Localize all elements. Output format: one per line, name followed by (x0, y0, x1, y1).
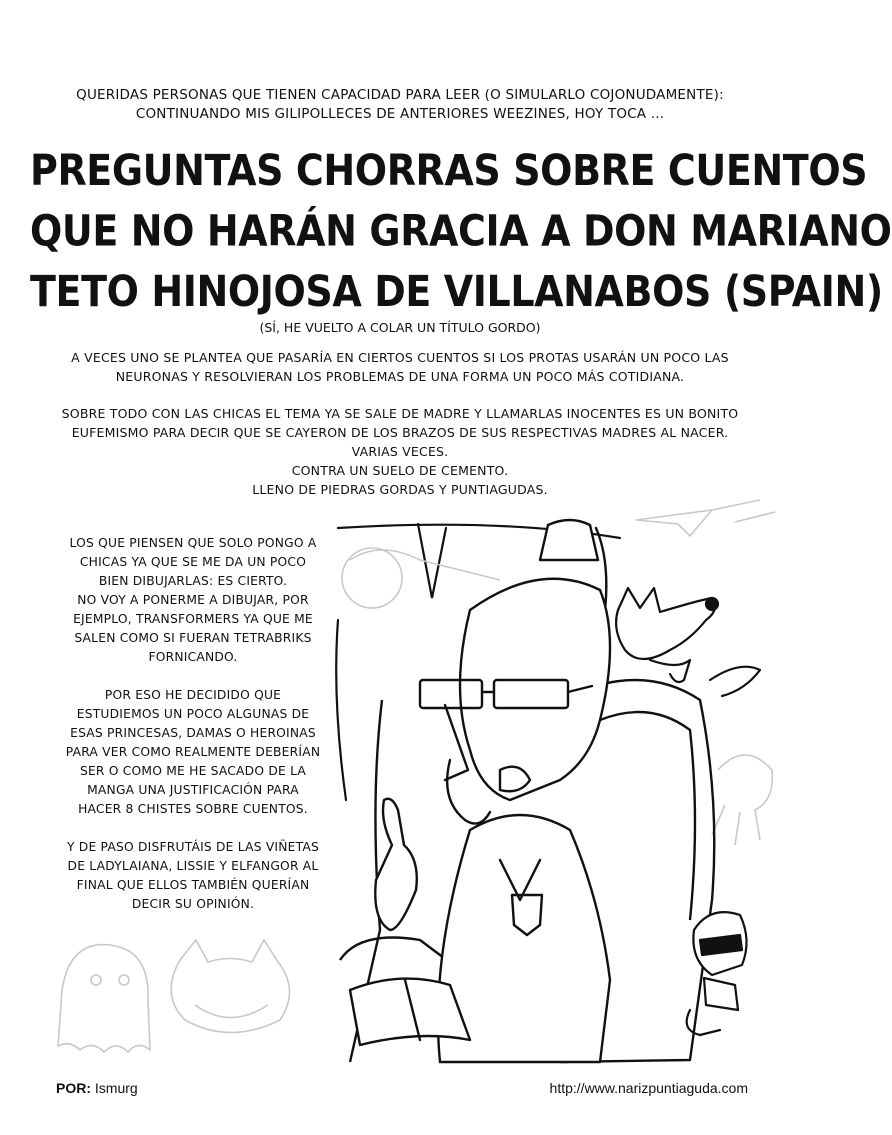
speech-line: ESAS PRINCESAS, DAMAS O HEROINAS (70, 726, 316, 740)
speech-line: EJEMPLO, TRANSFORMERS YA QUE ME (73, 612, 313, 626)
title-line-2: QUE NO HARÁN GRACIA A DON MARIANO (30, 206, 892, 256)
speech-block-3 (52, 838, 334, 914)
speech-line: ESTUDIEMOS UN POCO ALGUNAS DE (76, 707, 310, 721)
speech-line: SER O COMO ME HE SACADO DE LA (79, 764, 307, 778)
paragraph-2-line-5: LLENO DE PIEDRAS GORDAS Y PUNTIAGUDAS. (252, 482, 548, 497)
paragraph-2-line-4: CONTRA UN SUELO DE CEMENTO. (291, 463, 509, 478)
author-label: POR: (56, 1080, 91, 1096)
paragraph-2-line-2: EUFEMISMO PARA DECIR QUE SE CAYERON DE LOS BRAZOS DE SUS RESPECTIVAS MADRES AL NACER. (71, 425, 729, 440)
website-link[interactable]: http://www.narizpuntiaguda.com (549, 1080, 748, 1096)
speech-line: CHICAS YA QUE SE ME DA UN POCO (79, 555, 307, 569)
intro-line-1: QUERIDAS PERSONAS QUE TIENEN CAPACIDAD PARA LEER (O SIMULARLO COJONUDAMENTE): (76, 87, 724, 103)
paper-plane-icon (636, 500, 760, 536)
ghost-sketch (58, 945, 150, 1052)
speech-line: FORNICANDO. (148, 650, 238, 664)
speech-line: DECIR SU OPINIÓN. (131, 897, 255, 911)
title-line-1: PREGUNTAS CHORRAS SOBRE CUENTOS (30, 145, 868, 195)
paragraph-1-line-1: A VECES UNO SE PLANTEA QUE PASARÍA EN CIERTOS CUENTOS SI LOS PROTAS USARÁN UN POCO LAS (71, 350, 729, 365)
speech-line: NO VOY A PONERME A DIBUJAR, POR (77, 593, 309, 607)
fez-hat (540, 520, 598, 560)
speech-line: FINAL QUE ELLOS TAMBIÉN QUERÍAN (76, 878, 310, 892)
author-credit (56, 1080, 138, 1096)
speech-line: PARA VER COMO REALMENTE DEBERÍAN (65, 745, 321, 759)
speech-line: HACER 8 CHISTES SOBRE CUENTOS. (78, 802, 308, 816)
speech-line: SALEN COMO SI FUERAN TETRABRIKS (74, 631, 312, 645)
speech-line: BIEN DIBUJARLAS: ES CIERTO. (98, 574, 288, 588)
title-line-3: TETO HINOJOSA DE VILLANABOS (SPAIN) (30, 266, 883, 316)
raised-hand (375, 799, 417, 930)
speech-line: MANGA UNA JUSTIFICACIÓN PARA (87, 783, 299, 797)
paragraph-2-line-3: VARIAS VECES. (351, 444, 449, 459)
book (350, 979, 470, 1045)
intro-line-2: CONTINUANDO MIS GILIPOLLECES DE ANTERIORES WEEZINES, HOY TOCA ... (135, 106, 665, 122)
octopus-sketch (712, 755, 772, 845)
speech-line: DE LADYLAIANA, LISSIE Y ELFANGOR AL (67, 859, 319, 873)
cat-sketch (171, 940, 289, 1033)
author-name: Ismurg (94, 1080, 138, 1096)
speech-text (52, 534, 334, 933)
speech-line: POR ESO HE DECIDIDO QUE (104, 688, 282, 702)
speech-line: LOS QUE PIENSEN QUE SOLO PONGO A (69, 536, 317, 550)
speech-block-1 (52, 534, 334, 667)
speech-line: Y DE PASO DISFRUTÁIS DE LAS VIÑETAS (66, 840, 320, 854)
man-figure (350, 520, 610, 1062)
paragraph-2-line-1: SOBRE TODO CON LAS CHICAS EL TEMA YA SE SALE DE MADRE Y LLAMARLAS INOCENTES ES UN BONITO (61, 406, 739, 421)
paragraph-1-line-2: NEURONAS Y RESOLVIERAN LOS PROBLEMAS DE UNA FORMA UN POCO MÁS COTIDIANA. (115, 369, 685, 384)
title-subnote: (SÍ, HE VUELTO A COLAR UN TÍTULO GORDO) (259, 320, 541, 335)
speech-block-2 (52, 686, 334, 819)
dog-sketch (342, 548, 402, 608)
